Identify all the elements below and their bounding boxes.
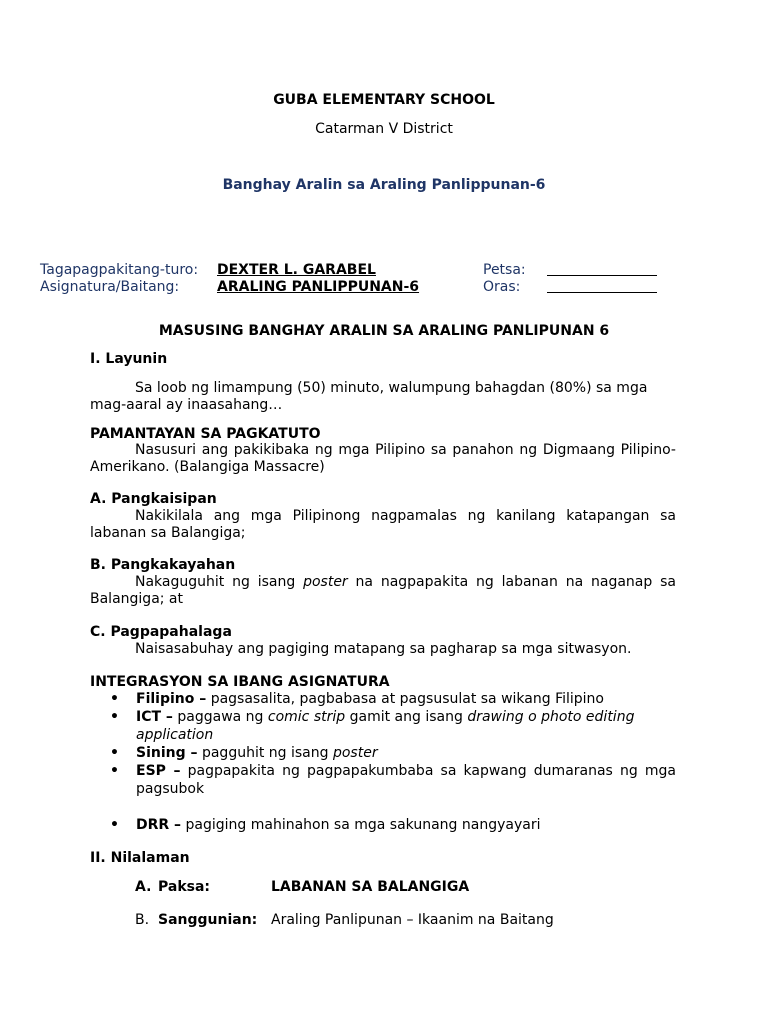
plan-title: Banghay Aralin sa Araling Panlippunan-6 [222,177,546,193]
time-label: Oras: [483,279,521,295]
main-title: MASUSING BANGHAY ARALIN SA ARALING PANLIPUNAN 6 [158,323,610,339]
cognitive-heading: A. Pangkaisipan [90,491,217,507]
date-label: Petsa: [483,262,526,278]
reference-value: Araling Panlipunan – Ikaanim na Baitang [271,912,554,928]
subject-label: Asignatura/Baitang: [40,279,180,295]
date-blank [547,263,657,280]
list-item: • Sining – pagguhit ng isang poster [110,745,378,761]
time-blank [547,280,657,297]
values-heading: C. Pagpapahalaga [90,624,232,640]
standard-text: Nasusuri ang pakikibaka ng mga Pilipino sa panahon ng Digmaang Pilipino-Amerikano. (Balangiga Massacre) [90,442,676,475]
list-item: • DRR – pagiging mahinahon sa mga sakunang nangyayari [110,817,541,833]
cognitive-text: Nakikilala ang mga Pilipinong nagpamalas ng kanilang katapangan sa labanan sa Balangiga; [90,508,676,541]
list-item: • Filipino – pagsasalita, pagbabasa at pagsusulat sa wikang Filipino [110,691,604,707]
list-item: • ICT – paggawa ng comic strip gamit ang isang drawing o photo editing application [110,709,635,743]
topic-value: LABANAN SA BALANGIGA [271,879,470,895]
skills-text: Nakaguguhit ng isang poster na nagpapakita ng labanan na naganap sa Balangiga; at [90,574,676,607]
objectives-heading: I. Layunin [90,351,168,367]
district-name: Catarman V District [315,121,453,137]
topic-letter: A. [135,879,152,895]
skills-heading: B. Pangkakayahan [90,557,236,573]
content-heading: II. Nilalaman [90,850,190,866]
integration-heading: INTEGRASYON SA IBANG ASIGNATURA [90,674,390,690]
standard-heading: PAMANTAYAN SA PAGKATUTO [90,426,321,442]
reference-key: Sanggunian: [158,912,258,928]
subject-value: ARALING PANLIPPUNAN-6 [217,279,420,295]
integration-list [110,690,676,834]
list-item: • ESP – pagpapakita ng pagpapakumbaba sa kapwang dumaranas ng mga pagsubok [110,763,676,797]
reference-letter: B. [135,912,150,928]
teacher-value: DEXTER L. GARABEL [217,262,376,278]
topic-key: Paksa: [158,879,211,895]
objectives-intro: Sa loob ng limampung (50) minuto, walumpung bahagdan (80%) sa mga mag-aaral ay inaasahang… [90,380,648,413]
school-name: GUBA ELEMENTARY SCHOOL [273,92,495,108]
values-text: Naisasabuhay ang pagiging matapang sa pagharap sa mga sitwasyon. [135,641,632,657]
teacher-label: Tagapagpakitang-turo: [40,262,199,278]
